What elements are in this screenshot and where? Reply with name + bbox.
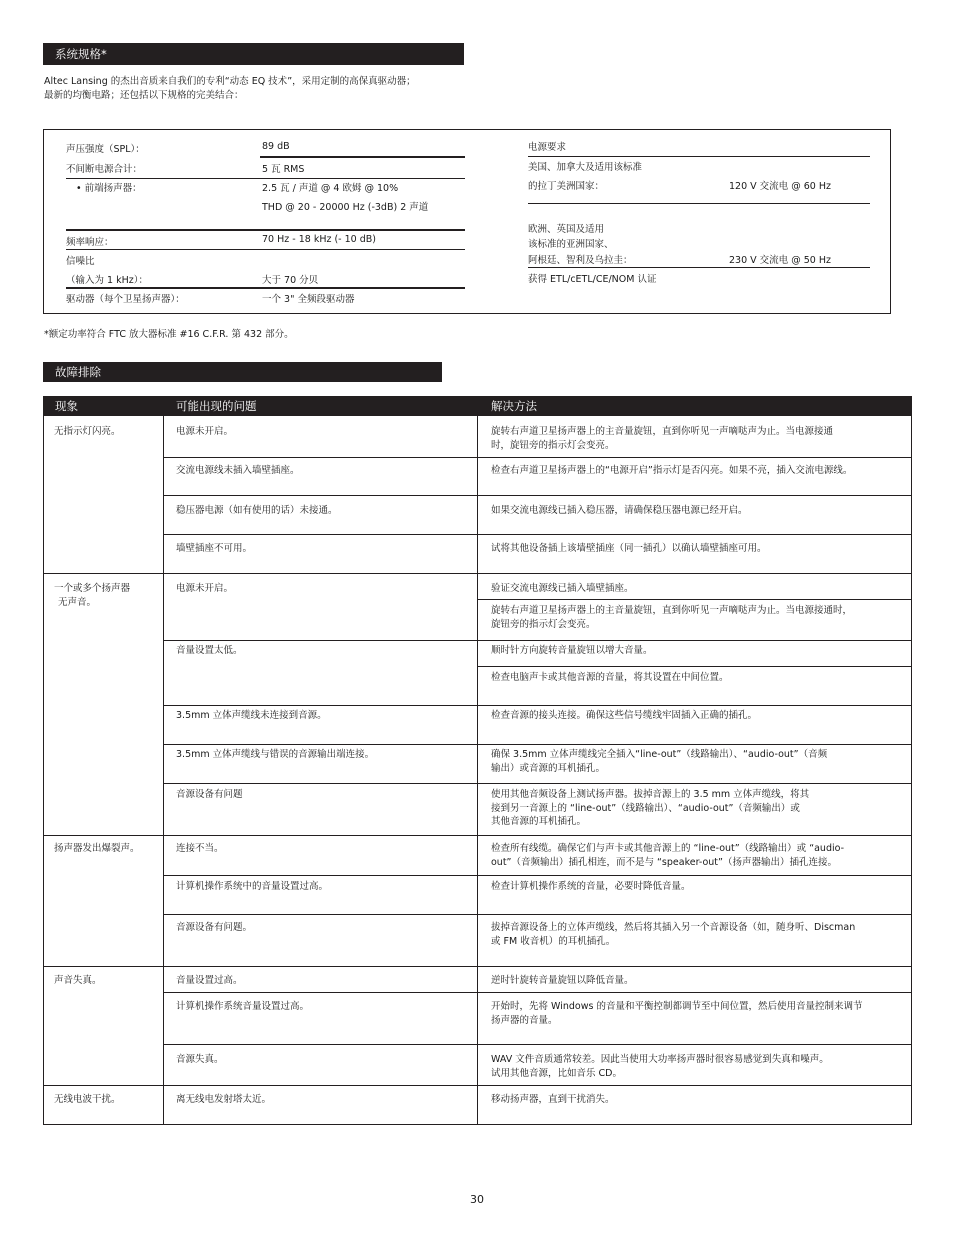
row-divider	[163, 640, 911, 641]
symptom-text: 扬声器发出爆裂声。	[54, 843, 140, 854]
problem-cell: 墙壁插座不可用。	[176, 543, 253, 554]
spec-label: 不间断电源合计：	[66, 164, 143, 175]
solution-cell	[491, 464, 852, 478]
divider	[260, 156, 465, 158]
solution-line: 接到另一音源上的 “line-out”（线路输出）、“audio-out”（音频输出）或	[491, 802, 800, 814]
symptom-cell	[54, 1093, 121, 1107]
solution-cell	[491, 748, 827, 775]
spec-value: 大于 70 分贝	[262, 275, 319, 286]
solution-line: 试用其他音源，比如音乐 CD。	[491, 1067, 622, 1079]
solution-line: 检查音源的接头连接。确保这些信号缆线牢固插入正确的插孔。	[491, 710, 758, 721]
troubleshooting-table	[43, 396, 912, 1125]
symptom-cell	[54, 425, 121, 439]
divider	[66, 178, 465, 179]
problem-cell: 音源失真。	[176, 1054, 224, 1065]
solution-line: 检查计算机操作系统的音量，必要时降低音量。	[491, 881, 691, 892]
power-certification: 获得 ETL/cETL/CE/NOM 认证	[528, 274, 657, 285]
solution-cell	[491, 788, 809, 829]
symptom-text: 一个或多个扬声器	[54, 583, 131, 594]
problem-cell: 音量设置太低。	[176, 645, 243, 656]
problem-cell: 连接不当。	[176, 843, 224, 854]
sub-row-divider	[477, 666, 911, 667]
spec-intro-line: 最新的均衡电路；还包括以下规格的完美结合：	[44, 90, 244, 101]
spec-section-header: 系统规格*	[43, 43, 464, 65]
solution-line: 如果交流电源线已插入稳压器，请确保稳压器电源已经开启。	[491, 505, 748, 516]
solution-line: 验证交流电源线已插入墙壁插座。	[491, 583, 634, 594]
group-divider	[44, 1085, 911, 1086]
spec-label: 声压强度（SPL）：	[66, 144, 145, 155]
column-divider	[477, 416, 478, 1124]
solution-cell	[491, 842, 844, 869]
divider	[528, 267, 870, 268]
symptom-cell	[54, 842, 140, 856]
solution-line: 开始时，先将 Windows 的音量和平衡控制都调节至中间位置，然后使用音量控制来调节	[491, 1001, 863, 1012]
column-divider	[163, 416, 164, 1124]
problem-cell: 电源未开启。	[176, 583, 234, 594]
solution-line: 使用其他音频设备上测试扬声器。拔掉音源上的 3.5 mm 立体声缆线，将其	[491, 789, 810, 800]
solution-cell	[491, 1000, 909, 1027]
power-region-eu: 欧洲、英国及适用	[528, 224, 605, 235]
divider	[528, 203, 870, 204]
symptom-cell	[54, 974, 102, 988]
spec-label: 驱动器（每个卫星扬声器）：	[66, 294, 185, 305]
symptom-text: 无线电波干扰。	[54, 1094, 121, 1105]
spec-value: 89 dB	[262, 141, 290, 152]
power-value-eu: 230 V 交流电 @ 50 Hz	[729, 255, 831, 266]
solution-cell	[491, 425, 833, 452]
problem-cell: 3.5mm 立体声缆线与错误的音源输出端连接。	[176, 749, 375, 760]
solution-cell	[491, 1093, 615, 1107]
group-divider	[44, 835, 911, 836]
solution-line: 时，旋钮旁的指示灯会变亮。	[491, 439, 615, 451]
solution-line: WAV 文件音质通常较差。因此当使用大功率扬声器时很容易感觉到失真和噪声。	[491, 1054, 829, 1065]
solution-cell	[491, 880, 691, 894]
power-region-eu: 阿根廷、智利及乌拉圭：	[528, 255, 633, 266]
solution-line: 扬声器的音量。	[491, 1014, 558, 1026]
solution-line: 旋钮旁的指示灯会变亮。	[491, 618, 596, 630]
problem-cell: 稳压器电源（如有使用的话）未接通。	[176, 505, 338, 516]
spec-value: 5 瓦 RMS	[262, 164, 305, 175]
spec-value: THD @ 20 - 20000 Hz (-3dB) 2 声道	[262, 202, 429, 213]
solution-line: 检查所有线缆。确保它们与声卡或其他音源上的 “line-out”（线路输出）或 “audio-	[491, 843, 845, 854]
row-divider	[163, 495, 911, 496]
page-number: 30	[470, 1193, 484, 1206]
problem-cell: 音源设备有问题。	[176, 922, 253, 933]
solution-cell	[491, 604, 852, 631]
row-divider	[163, 457, 911, 458]
problem-cell: 离无线电发射塔太近。	[176, 1094, 272, 1105]
spec-box	[43, 129, 891, 314]
problem-cell: 交流电源线未插入墙壁插座。	[176, 465, 300, 476]
solution-line: out”（音频输出）插孔相连，而不是与 “speaker-out”（扬声器输出）插孔连接。	[491, 856, 837, 868]
spec-intro	[44, 75, 564, 103]
spec-footnote: *额定功率符合 FTC 放大器标准 #16 C.F.R. 第 432 部分。	[44, 329, 294, 340]
problem-cell: 音源设备有问题	[176, 789, 243, 800]
spec-label: （输入为 1 kHz）：	[66, 275, 148, 286]
symptom-text: 无指示灯闪亮。	[54, 426, 121, 437]
solution-line: 其他音源的耳机插孔。	[491, 816, 587, 827]
solution-cell	[491, 974, 634, 988]
problem-cell: 计算机操作系统中的音量设置过高。	[176, 881, 329, 892]
sub-row-divider	[477, 599, 911, 600]
solution-cell	[491, 671, 729, 685]
divider	[66, 287, 465, 289]
row-divider	[163, 744, 911, 745]
solution-line: 旋转右声道卫星扬声器上的主音量旋钮，直到你听见一声嘀哒声为止。当电源接通时，	[491, 605, 853, 616]
row-divider	[163, 534, 911, 535]
table-header	[44, 397, 911, 416]
solution-cell	[491, 1053, 829, 1080]
solution-cell	[491, 504, 748, 518]
spec-intro-line: Altec Lansing 的杰出音质来自我们的专利“动态 EQ 技术”，采用定制的高保真驱动器；	[44, 76, 416, 87]
column-header-symptom: 现象	[55, 399, 78, 413]
spec-label: 信噪比	[66, 256, 95, 267]
row-divider	[163, 705, 911, 706]
solution-line: 试将其他设备插上该墙壁插座（同一插孔）以确认墙壁插座可用。	[491, 543, 767, 554]
solution-line: 移动扬声器，直到干扰消失。	[491, 1094, 615, 1105]
solution-line: 顺时针方向旋转音量旋钮以增大音量。	[491, 645, 653, 656]
symptom-text: 声音失真。	[54, 975, 102, 986]
power-region-na: 的拉丁美洲国家：	[528, 181, 605, 192]
problem-cell: 3.5mm 立体声缆线未连接到音源。	[176, 710, 327, 721]
row-divider	[163, 1044, 911, 1045]
power-title: 电源要求	[528, 142, 567, 153]
solution-line: 检查电脑声卡或其他音源的音量，将其设置在中间位置。	[491, 672, 729, 683]
divider	[528, 156, 870, 157]
row-divider	[163, 992, 911, 993]
column-header-solution: 解决方法	[491, 399, 537, 413]
solution-cell	[491, 709, 757, 723]
power-value-na: 120 V 交流电 @ 60 Hz	[729, 181, 831, 192]
spec-label: • 前端扬声器：	[76, 183, 142, 194]
solution-cell	[491, 644, 653, 658]
solution-cell	[491, 921, 855, 948]
solution-line: 检查右声道卫星扬声器上的“电源开启”指示灯是否闪亮。如果不亮，插入交流电源线。	[491, 465, 853, 476]
symptom-text: 无声音。	[58, 596, 97, 608]
symptom-cell	[54, 582, 130, 609]
power-region-na: 美国、加拿大及适用该标准	[528, 162, 643, 173]
spec-value: 一个 3" 全频段驱动器	[262, 294, 355, 305]
spec-label: 频率响应：	[66, 237, 114, 248]
troubleshooting-section-header: 故障排除	[43, 362, 442, 382]
solution-cell	[491, 542, 767, 556]
problem-cell: 电源未开启。	[176, 426, 234, 437]
solution-line: 逆时针旋转音量旋钮以降低音量。	[491, 975, 634, 986]
solution-line: 旋转右声道卫星扬声器上的主音量旋钮，直到你听见一声嘀哒声为止。当电源接通	[491, 426, 834, 437]
group-divider	[44, 573, 911, 574]
row-divider	[163, 875, 911, 876]
divider	[66, 229, 465, 231]
column-header-problem: 可能出现的问题	[176, 399, 257, 413]
solution-line: 确保 3.5mm 立体声缆线完全插入“line-out”（线路输出）、“audio-out”（音频	[491, 749, 828, 760]
power-region-eu: 该标准的亚洲国家、	[528, 239, 614, 250]
solution-line: 输出）或音源的耳机插孔。	[491, 762, 606, 774]
row-divider	[163, 783, 911, 784]
solution-cell	[491, 582, 634, 596]
row-divider	[163, 914, 911, 915]
solution-line: 或 FM 收音机）的耳机插孔。	[491, 935, 616, 947]
solution-line: 拔掉音源设备上的立体声缆线，然后将其插入另一个音源设备（如，随身听、Discman	[491, 922, 856, 933]
problem-cell: 计算机操作系统音量设置过高。	[176, 1001, 310, 1012]
problem-cell: 音量设置过高。	[176, 975, 243, 986]
group-divider	[44, 966, 911, 967]
divider	[66, 249, 465, 250]
spec-value: 2.5 瓦 / 声道 @ 4 欧姆 @ 10%	[262, 183, 399, 194]
spec-value: 70 Hz - 18 kHz (- 10 dB)	[262, 234, 376, 245]
